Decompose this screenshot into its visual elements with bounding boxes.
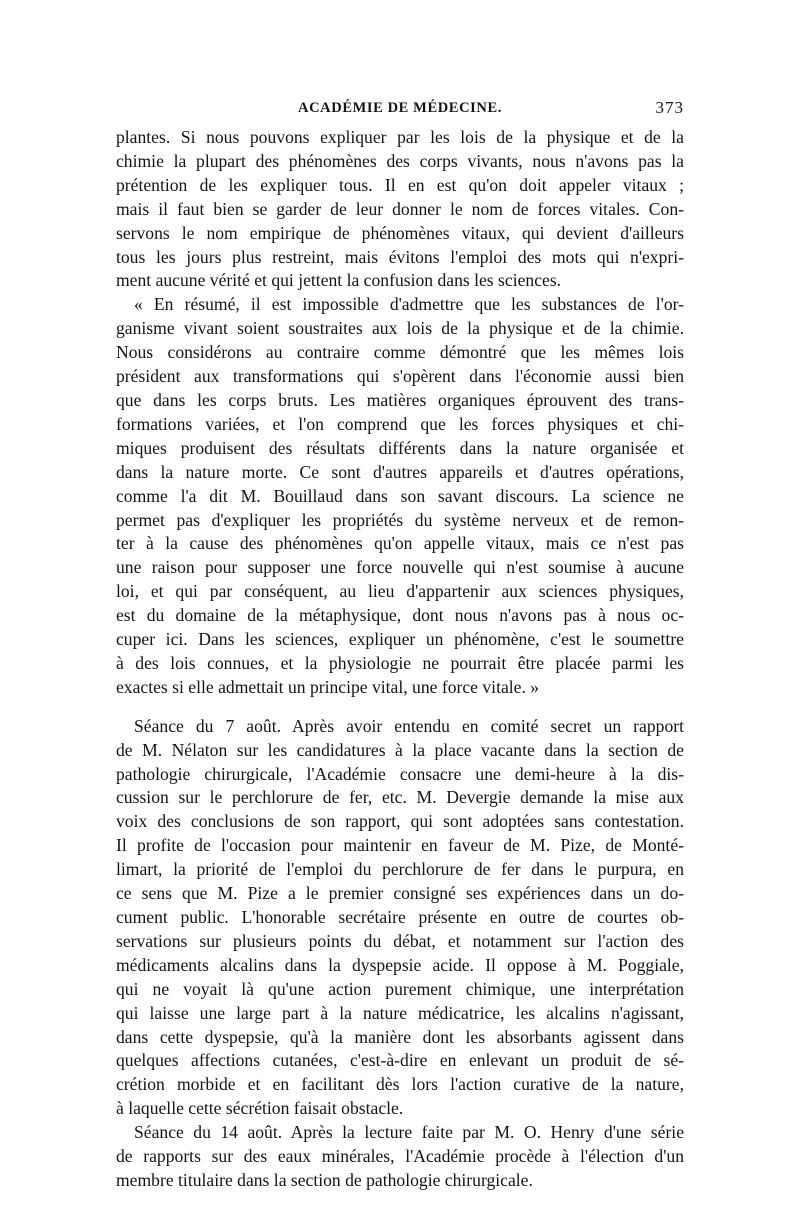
text-line: est du domaine de la métaphysique, dont nous n'avons pas à nous oc- <box>116 605 684 626</box>
text-line: une raison pour supposer une force nouvelle qui n'est soumise à aucune <box>116 557 684 578</box>
text-line: de rapports sur des eaux minérales, l'Académie procède à l'élection d'un <box>116 1146 684 1167</box>
text-line: Nous considérons au contraire comme démontré que les mêmes lois <box>116 342 684 363</box>
text-line: que dans les corps bruts. Les matières organiques éprouvent des trans- <box>116 389 684 410</box>
text-line: chimie la plupart des phénomènes des corps vivants, nous n'avons pas la <box>116 150 684 171</box>
text-line: ganisme vivant soient soustraites aux lois de la physique et de la chimie. <box>116 318 684 339</box>
text-line: tous les jours plus restreint, mais évitons l'emploi des mots qui n'expri- <box>116 246 684 267</box>
text-line: miques produisent des résultats différents dans la nature organisée et <box>116 437 684 458</box>
text-line: pathologie chirurgicale, l'Académie consacre une demi-heure à la dis- <box>116 763 684 784</box>
text-line: « En résumé, il est impossible d'admettre que les substances de l'or- <box>134 294 684 315</box>
text-line: à laquelle cette sécrétion faisait obstacle. <box>116 1098 404 1119</box>
paragraph-spacer <box>116 700 684 715</box>
text-line: président aux transformations qui s'opèrent dans l'économie aussi bien <box>116 366 684 387</box>
paragraph-vital-phenomena <box>116 126 684 293</box>
text-line: crétion morbide et en facilitant dès lors l'action curative de la nature, <box>116 1074 684 1095</box>
text-line: prétention de les expliquer tous. Il en est qu'on doit appeler vitaux ; <box>116 174 684 195</box>
text-line: Il profite de l'occasion pour maintenir en faveur de M. Pize, de Monté- <box>116 835 684 856</box>
text-line: quelques affections cutanées, c'est-à-dire en enlevant un produit de sé- <box>116 1050 684 1071</box>
text-line: membre titulaire dans la section de pathologie chirurgicale. <box>116 1169 533 1190</box>
text-line: de M. Nélaton sur les candidatures à la place vacante dans la section de <box>116 739 684 760</box>
text-line: cument public. L'honorable secrétaire présente en outre de courtes ob- <box>116 907 684 927</box>
running-head <box>116 98 684 126</box>
text-line: limart, la priorité de l'emploi du perchlorure de fer dans le purpura, en <box>116 859 684 880</box>
paragraph-seance-7-aout <box>116 715 684 1121</box>
text-line: ce sens que M. Pize a le premier consigné ses expériences dans un do- <box>116 883 684 904</box>
text-line: cuper ici. Dans les sciences, expliquer un phénomène, c'est le soumettre <box>116 629 684 650</box>
text-line: Séance du 14 août. Après la lecture faite par M. O. Henry d'une série <box>134 1122 684 1143</box>
text-line: formations variées, et l'on comprend que les forces physiques et chi- <box>116 413 684 434</box>
text-line: comme l'a dit M. Bouillaud dans son savant discours. La science ne <box>116 485 684 506</box>
text-line: voix des conclusions de son rapport, qui sont adoptées sans contestation. <box>116 811 684 832</box>
running-head-title: ACADÉMIE DE MÉDECINE. <box>298 100 502 116</box>
text-line: ment aucune vérité et qui jettent la confusion dans les sciences. <box>116 270 562 291</box>
text-line: exactes si elle admettait un principe vital, une force vitale. » <box>116 676 540 697</box>
text-line: servons le nom empirique de phénomènes vitaux, qui devient d'ailleurs <box>116 222 684 243</box>
page-number: 373 <box>655 98 684 117</box>
text-line: dans la nature morte. Ce sont d'autres appareils et d'autres opérations, <box>116 461 684 482</box>
text-line: cussion sur le perchlorure de fer, etc. M. Devergie demande la mise aux <box>116 787 684 808</box>
text-line: qui ne voyait là qu'une action purement chimique, une interprétation <box>116 978 684 999</box>
text-line: à des lois connues, et la physiologie ne pourrait être placée parmi les <box>116 652 684 673</box>
text-line: plantes. Si nous pouvons expliquer par les lois de la physique et de la <box>116 127 684 147</box>
paragraph-summary-quote <box>116 293 684 699</box>
text-line: loi, et qui par conséquent, au lieu d'appartenir aux sciences physiques, <box>116 581 684 602</box>
text-line: mais il faut bien se garder de leur donner le nom de forces vitales. Con- <box>116 198 684 219</box>
text-line: servations sur plusieurs points du débat, et notamment sur l'action des <box>116 930 684 951</box>
text-line: médicaments alcalins dans la dyspepsie acide. Il oppose à M. Poggiale, <box>116 954 684 975</box>
book-page <box>116 98 684 1193</box>
text-line: Séance du 7 août. Après avoir entendu en comité secret un rapport <box>134 715 684 736</box>
paragraph-seance-14-aout <box>116 1121 684 1193</box>
text-line: ter à la cause des phénomènes qu'on appelle vitaux, mais ce n'est pas <box>116 533 684 554</box>
text-line: dans cette dyspepsie, qu'à la manière dont les absorbants agissent dans <box>116 1026 684 1047</box>
text-line: permet pas d'expliquer les propriétés du système nerveux et de remon- <box>116 509 684 530</box>
text-line: qui laisse une large part à la nature médicatrice, les alcalins n'agissant, <box>116 1002 684 1023</box>
